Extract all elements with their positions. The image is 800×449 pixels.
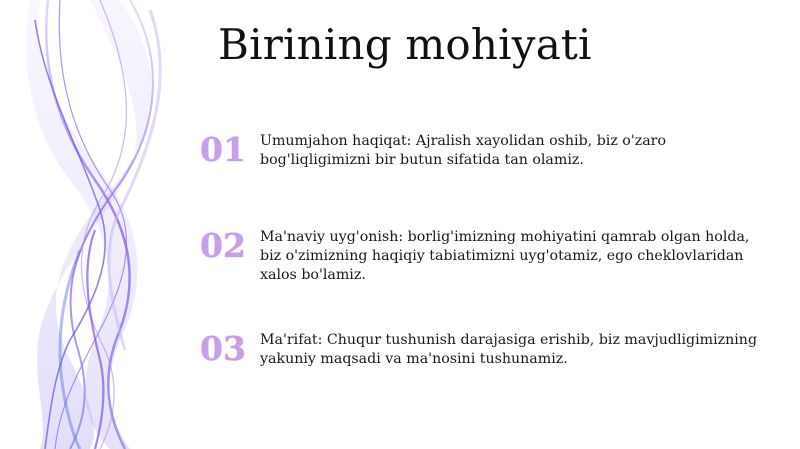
slide-title: Birining mohiyati (218, 20, 592, 69)
item-number: 02 (200, 226, 246, 265)
purple-smoke-decoration (0, 0, 200, 449)
item-text: Ma'naviy uyg'onish: borlig'imizning mohiyatini qamrab olgan holda, biz o'zimizning haqiqiy tabiatimizni uyg'otamiz, ego cheklovlaridan xalos bo'lamiz. (260, 229, 750, 283)
item-text: Umumjahon haqiqat: Ajralish xayolidan oshib, biz o'zaro bog'liqligimizni bir butun sifatida tan olamiz. (260, 133, 666, 168)
item-number: 03 (200, 329, 246, 368)
item-text: Ma'rifat: Chuqur tushunish darajasiga erishib, biz mavjudligimizning yakuniy maqsadi va ma'nosini tushunamiz. (260, 332, 758, 367)
item-number: 01 (200, 130, 246, 169)
